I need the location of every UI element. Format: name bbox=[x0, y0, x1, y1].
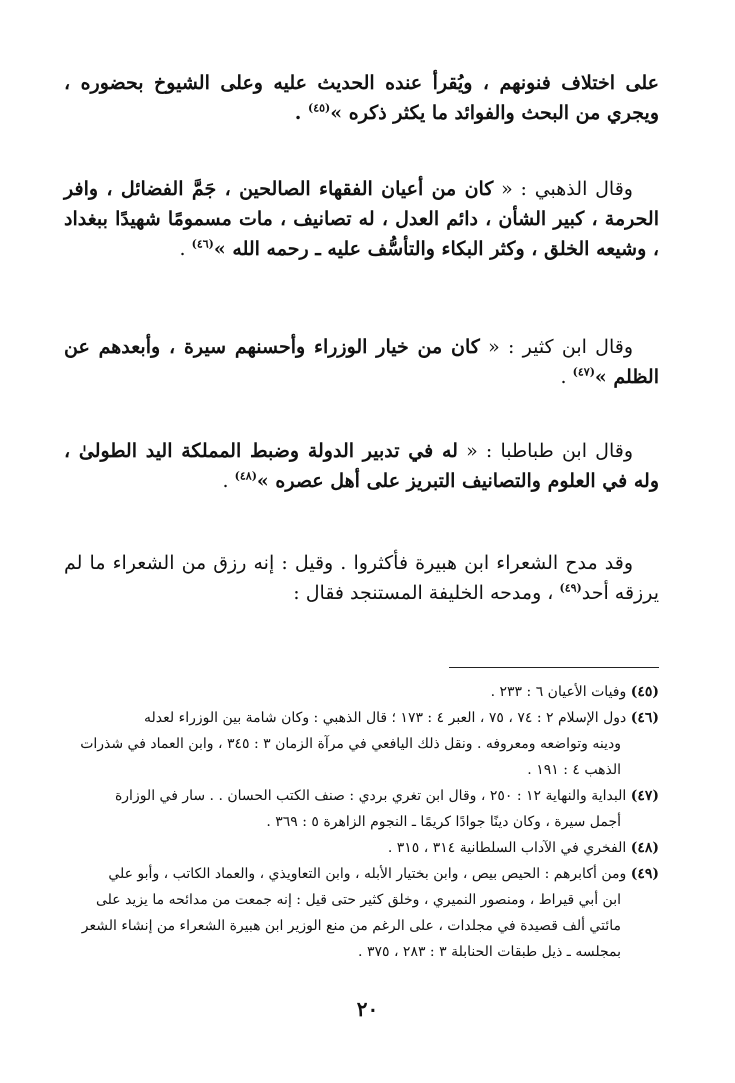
footnote-text: البداية والنهاية ١٢ : ٢٥٠ ، وقال ابن تغري بردي : صنف الكتب الحسان . . سار في الوزارة bbox=[114, 788, 627, 804]
paragraph-4 bbox=[64, 436, 659, 496]
paragraph-2-intro: وقال الذهبي : « bbox=[493, 178, 633, 200]
paragraph-1-end: . bbox=[294, 102, 308, 124]
paragraph-1-text-line2: ويجري من البحث والفوائد ما يكثر ذكره » bbox=[330, 102, 659, 124]
paragraph-1 bbox=[64, 68, 659, 128]
footnote-46-continuation-2: الذهب ٤ : ١٩١ . bbox=[527, 762, 621, 778]
paragraph-5 bbox=[64, 548, 659, 608]
footnote-49-continuation-3: بمجلسه ـ ذيل طبقات الحنابلة ٣ : ٢٨٣ ، ٣٧٥ . bbox=[358, 944, 621, 960]
footnote-ref-46: (٤٦) bbox=[191, 237, 214, 251]
footnote-number: (٤٥) bbox=[630, 684, 659, 700]
footnote-number: (٤٩) bbox=[630, 866, 659, 882]
footnote-49 bbox=[59, 862, 659, 886]
paragraph-4-intro: وقال ابن طباطبا : « bbox=[457, 440, 633, 462]
footnote-49-continuation-1: ابن أبي قيراط ، ومنصور النميري ، وخلق كثير حتى قيل : إنه جمعت من مدائحه ما يزيد على bbox=[95, 892, 621, 908]
footnote-text: الفخري في الآداب السلطانية ٣١٤ ، ٣١٥ . bbox=[387, 840, 627, 856]
footnote-text: ومن أكابرهم : الحيص بيص ، وابن بختيار الأبله ، وابن التعاويذي ، والعماد الكاتب ، وأبو علي bbox=[108, 866, 627, 882]
footnote-number: (٤٨) bbox=[630, 840, 659, 856]
footnote-47-continuation-1: أجمل سيرة ، وكان دينًا جوادًا كريمًا ـ النجوم الزاهرة ٥ : ٣٦٩ . bbox=[266, 814, 621, 830]
paragraph-5-end: ، ومدحه الخليفة المستنجد فقال : bbox=[293, 582, 560, 604]
paragraph-4-end: . bbox=[222, 470, 235, 492]
footnote-number: (٤٦) bbox=[630, 710, 659, 726]
footnote-ref-45: (٤٥) bbox=[307, 101, 331, 115]
paragraph-3-quote: كان من خيار الوزراء وأحسنهم سيرة ، وأبعدهم عن الظلم » bbox=[64, 336, 659, 388]
paragraph-2 bbox=[64, 174, 659, 264]
footnote-46-continuation-1: ودينه وتواضعه ومعروفه . ونقل ذلك اليافعي في مرآة الزمان ٣ : ٣٤٥ ، وابن العماد في شذرات bbox=[80, 736, 621, 752]
paragraph-2-quote: كان من أعيان الفقهاء الصالحين ، جَمَّ الفضائل ، وافر الحرمة ، كبير الشأن ، دائم العدل ، له تصانيف ، مات مسمومًا شهيدًا ببغداد ، وشيعه الخلق ، وكثر البكاء والتأسُّف عليه ـ رحمه الله » bbox=[64, 178, 659, 260]
footnote-46 bbox=[59, 706, 659, 730]
footnote-49-continuation-2: مائتي ألف قصيدة في مجلدات ، على الرغم من منع الوزير ابن هبيرة الشعراء من إنشاء الشعر bbox=[81, 918, 621, 934]
paragraph-4-quote: له في تدبير الدولة وضبط المملكة اليد الطولىٰ ، وله في العلوم والتصانيف التبريز على أهل عصره » bbox=[64, 440, 659, 492]
footnote-ref-48: (٤٨) bbox=[234, 469, 257, 483]
footnote-number: (٤٧) bbox=[630, 788, 659, 804]
footnote-ref-49: (٤٩) bbox=[559, 581, 582, 595]
footnote-text: دول الإسلام ٢ : ٧٤ ، ٧٥ ، العبر ٤ : ١٧٣ ؛ قال الذهبي : وكان شامة بين الوزراء لعدله bbox=[144, 710, 627, 726]
footnote-separator bbox=[449, 667, 659, 668]
paragraph-3-end: . bbox=[560, 366, 573, 388]
paragraph-5-text: وقد مدح الشعراء ابن هبيرة فأكثروا . وقيل : إنه رزق من الشعراء ما لم يرزقه أحد bbox=[64, 552, 659, 604]
footnotes bbox=[59, 680, 659, 966]
footnote-text: وفيات الأعيان ٦ : ٢٣٣ . bbox=[490, 684, 627, 700]
paragraph-3-intro: وقال ابن كثير : « bbox=[479, 336, 633, 358]
paragraph-2-end: . bbox=[179, 238, 192, 260]
paragraph-3 bbox=[64, 332, 659, 392]
footnote-47 bbox=[59, 784, 659, 808]
footnote-48 bbox=[59, 836, 659, 860]
footnote-45 bbox=[59, 680, 659, 704]
paragraph-1-text-line1: على اختلاف فنونهم ، ويُقرأ عنده الحديث عليه وعلى الشيوخ بحضوره ، bbox=[64, 72, 659, 94]
footnote-ref-47: (٤٧) bbox=[572, 365, 595, 379]
page-number: ٢٠ bbox=[356, 997, 379, 1021]
